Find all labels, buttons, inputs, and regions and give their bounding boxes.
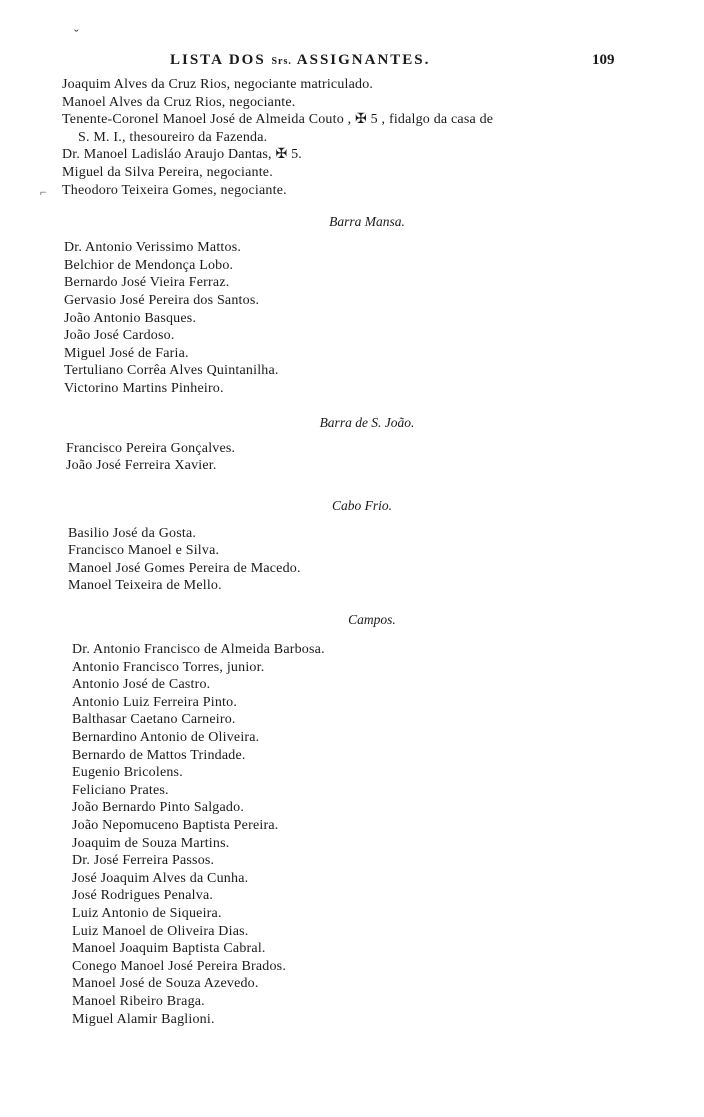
section-cabo-frio xyxy=(0,497,704,595)
list-item: Joaquim de Souza Martins. xyxy=(72,835,230,851)
list-item: Eugenio Bricolens. xyxy=(72,765,183,781)
section-barra-de-s-joao xyxy=(0,414,704,475)
section-heading: Barra de S. João. xyxy=(319,414,415,430)
list-item: Luiz Manoel de Oliveira Dias. xyxy=(72,923,249,939)
stray-mark: ˇ xyxy=(74,28,79,43)
list-item: João Antonio Basques. xyxy=(64,310,197,326)
section-continuation xyxy=(0,76,704,199)
list-item: Miguel da Silva Pereira, negociante. xyxy=(62,164,273,180)
list-item: Bernardo de Mattos Trindade. xyxy=(72,747,246,763)
list-item: João Bernardo Pinto Salgado. xyxy=(72,800,245,816)
section-heading: Cabo Frio. xyxy=(331,497,392,513)
list-item: Theodoro Teixeira Gomes, negociante. xyxy=(62,182,287,198)
list-item: Luiz Antonio de Siqueira. xyxy=(72,905,222,921)
list-item: Dr. Antonio Verissimo Mattos. xyxy=(64,240,242,256)
list-item: João José Ferreira Xavier. xyxy=(66,458,217,474)
list-item: Manoel Joaquim Baptista Cabral. xyxy=(72,941,266,957)
subscriber-list xyxy=(0,76,704,1028)
list-item: Antonio José de Castro. xyxy=(72,677,211,693)
list-item: Manoel Ribeiro Braga. xyxy=(72,993,205,1009)
list-item: Antonio Francisco Torres, junior. xyxy=(72,659,265,675)
list-item: Miguel Alamir Baglioni. xyxy=(72,1011,215,1027)
list-item: Tertuliano Corrêa Alves Quintanilha. xyxy=(64,363,279,379)
list-item: Basilio José da Gosta. xyxy=(68,525,197,541)
list-item: Francisco Manoel e Silva. xyxy=(68,543,220,559)
list-item: Bernardino Antonio de Oliveira. xyxy=(72,730,260,746)
page-header xyxy=(0,52,704,74)
list-item: João José Cardoso. xyxy=(64,328,175,344)
list-item: Manoel Alves da Cruz Rios, negociante. xyxy=(62,94,296,110)
list-item: Belchior de Mendonça Lobo. xyxy=(64,257,234,273)
page-number: 109 xyxy=(592,52,615,68)
list-item: Dr. Manoel Ladisláo Araujo Dantas, ✠ 5. xyxy=(62,147,302,163)
list-item: Balthasar Caetano Carneiro. xyxy=(72,712,236,728)
page-title: LISTA DOS Srs. ASSIGNANTES. xyxy=(170,52,431,68)
list-item: Dr. José Ferreira Passos. xyxy=(72,853,215,869)
section-heading: Barra Mansa. xyxy=(329,214,405,230)
list-item: José Joaquim Alves da Cunha. xyxy=(72,870,249,886)
section-campos xyxy=(0,611,704,1028)
list-item: Manoel Teixeira de Mello. xyxy=(68,578,222,594)
list-item: Francisco Pereira Gonçalves. xyxy=(66,440,236,456)
list-item: Dr. Antonio Francisco de Almeida Barbosa. xyxy=(72,642,325,658)
list-item: João Nepomuceno Baptista Pereira. xyxy=(72,818,279,833)
section-heading: Campos. xyxy=(348,612,396,628)
list-item: Gervasio José Pereira dos Santos. xyxy=(64,292,260,308)
list-item: Manoel José de Souza Azevedo. xyxy=(72,976,259,992)
list-item: Joaquim Alves da Cruz Rios, negociante matriculado. xyxy=(62,77,374,92)
list-item: Victorino Martins Pinheiro. xyxy=(64,380,224,396)
list-item: Bernardo José Vieira Ferraz. xyxy=(64,275,230,291)
list-item: Feliciano Prates. xyxy=(72,782,169,798)
margin-mark: ⌐ xyxy=(40,185,47,199)
list-item: José Rodrigues Penalva. xyxy=(72,888,214,904)
list-item: Conego Manoel José Pereira Brados. xyxy=(72,958,287,974)
list-item: Miguel José de Faria. xyxy=(64,345,189,361)
list-item: Manoel José Gomes Pereira de Macedo. xyxy=(68,560,301,576)
list-item: Tenente-Coronel Manoel José de Almeida Couto , ✠ 5 , fidalgo da casa de xyxy=(62,112,494,128)
section-barra-mansa xyxy=(0,213,704,397)
list-item: Antonio Luiz Ferreira Pinto. xyxy=(72,694,238,710)
list-item: S. M. I., thesoureiro da Fazenda. xyxy=(78,129,268,145)
